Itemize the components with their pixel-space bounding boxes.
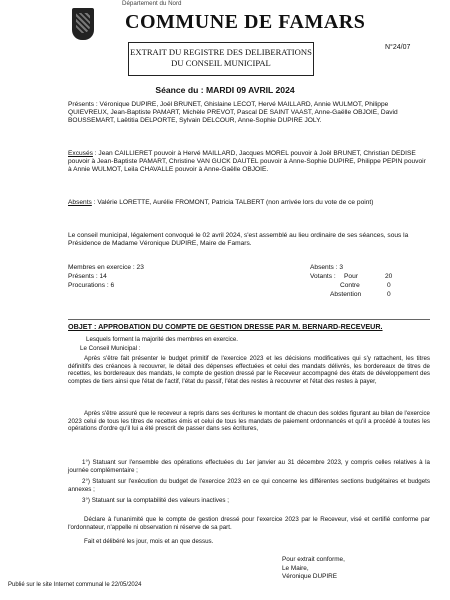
excuses-label: Excusés	[68, 150, 93, 157]
commune-title: COMMUNE DE FAMARS	[125, 11, 366, 33]
publication-footer: Publié sur le site Internet communal le 22/05/2024	[8, 582, 142, 588]
absents-text: : Valérie LORETTE, Aurélie FROMONT, Patricia TALBERT (non arrivée lors du vote de ce point)	[91, 199, 374, 206]
signature-line3: Véronique DUPIRE	[282, 573, 338, 581]
excuses-text: : Jean CAILLIERET pouvoir à Hervé MAILLARD, Jacques MOREL pouvoir à Joël BRUNET, Christian DEDISE pouvoir à Jean-Baptiste PAMART, Christine VAN GUCK DAUTEL pouvoir à Anne-Sophie DUPIRE, Philippe PEPIN pouvoir à Annie WULMOT, Leila CHAVALLE pouvoir à Anne-Gaëlle OBJOIE.	[68, 150, 426, 174]
objet-text: OBJET : APPROBATION DU COMPTE DE GESTION DRESSE PAR M. BERNARD-RECEVEUR.	[68, 322, 383, 331]
absents-paragraph	[68, 199, 430, 207]
body-p4: Après s'être assuré que le receveur a repris dans ses écritures le montant de chacun des soldes figurant au bilan de l'exercice 2023 celui de tous les titres de recettes émis et celui de tous les mandats de paiement ordonnancés et qu'il a procédé à toutes les opérations d'ordre qu'il lui a été prescrit de passer dans ses écritures,	[68, 410, 430, 433]
body-p7: 3°) Statuant sur la comptabilité des valeurs inactives ;	[82, 497, 229, 504]
body-p5: 1°) Statuant sur l'ensemble des opérations effectuées du 1er janvier au 31 décembre 2023, y compris celles relatives à la journée complémentaire ;	[68, 459, 430, 474]
membres-count: Membres en exercice : 23	[68, 264, 144, 271]
body-p6: 2°) Statuant sur l'exécution du budget de l'exercice 2023 en ce qui concerne les différentes sections budgétaires et budgets annexes ;	[68, 478, 430, 493]
convocation-paragraph: Le conseil municipal, légalement convoqué le 02 avril 2024, s'est assemblé au lieu ordinaire de ses séances, sous la Présidence de Madame Véronique DUPIRE, Maire de Famars.	[68, 232, 409, 248]
procurations-count: Procurations : 6	[68, 282, 115, 289]
seance-date: Séance du : MARDI 09 AVRIL 2024	[155, 85, 295, 95]
excuses-paragraph	[68, 150, 430, 175]
presents-text: : Véronique DUPIRE, Joël BRUNET, Ghislaine LECOT, Hervé MAILLARD, Annie WULMOT, Philippe QUIEVREUX, Jean-Baptiste PAMART, Michèle PREVOT, Pascal DE SAINT VAAST, Anne-Gaëlle OBJOIE, David BOUSSEMART, Laëtitia DELPORTE, Sylvain DELCOUR, Anne-Sophie DUPIRE JOLY.	[68, 101, 398, 125]
contre-label: Contre	[340, 282, 360, 289]
abstention-label: Abstention	[330, 291, 362, 298]
signature-line1: Pour extrait conforme,	[282, 556, 345, 563]
deliberation-number: N°24/07	[385, 44, 411, 51]
objet-heading	[68, 322, 430, 331]
extract-title-line2: DU CONSEIL MUNICIPAL	[171, 58, 271, 68]
signature-line2: Le Maire,	[282, 564, 309, 572]
contre-value: 0	[387, 282, 391, 289]
presents-count: Présents : 14	[68, 273, 107, 280]
department-label: Département du Nord	[122, 0, 182, 7]
extract-title-box	[128, 42, 314, 76]
absents-count: Absents : 3	[310, 264, 343, 271]
extract-title-line1: EXTRAIT DU REGISTRE DES DELIBERATIONS	[130, 47, 312, 57]
absents-label: Absents	[68, 199, 92, 206]
abstention-value: 0	[387, 291, 391, 298]
signature-block	[282, 556, 345, 582]
votants-label: Votants :	[310, 273, 336, 280]
pour-label: Pour	[344, 273, 358, 280]
body-p9: Fait et délibéré les jour, mois et an que dessus.	[84, 538, 214, 545]
body-p2: Le Conseil Municipal :	[80, 345, 141, 352]
commune-crest-logo	[72, 8, 94, 40]
divider-line	[68, 319, 430, 320]
presents-label: Présents	[68, 101, 95, 108]
presents-paragraph	[68, 101, 430, 126]
body-p3: Après s'être fait présenter le budget primitif de l'exercice 2023 et les décisions modificatives qui s'y rattachent, les titres définitifs des créances à recouvrer, le détail des dépenses effectuées et celui des mandats délivrés, les bordereaux de titres de recettes, les bordereaux des mandats, le compte de gestion dressé par le Receveur accompagné des états de développement des comptes de tiers ainsi que l'état de l'actif, l'état du passif, l'état des restes à recouvrer et l'état des restes à payer,	[68, 355, 430, 385]
body-p8: Déclare à l'unanimité que le compte de gestion dressé pour l'exercice 2023 par le Receveur, visé et certifié conforme par l'ordonnateur, n'appelle ni observation ni réserve de sa part.	[68, 516, 430, 531]
pour-value: 20	[385, 273, 393, 280]
body-p1: Lesquels forment la majorité des membres en exercice.	[86, 336, 239, 343]
